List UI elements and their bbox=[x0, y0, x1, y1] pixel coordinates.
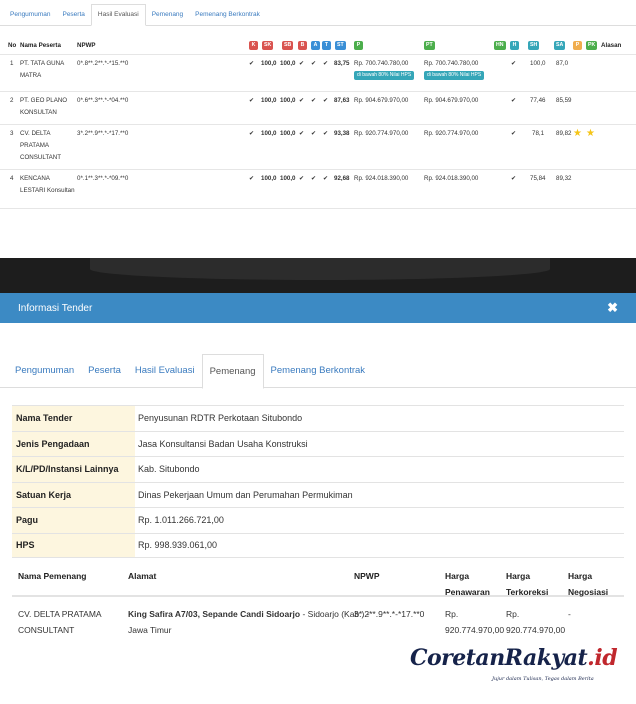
info-key: HPS bbox=[12, 534, 135, 558]
row-npwp: 3*.2**.9**.*-*17.**0 bbox=[77, 130, 129, 137]
header-badge-a: A bbox=[311, 41, 320, 50]
modal-tabs bbox=[0, 354, 636, 388]
info-value: Rp. 998.939.061,00 bbox=[138, 540, 218, 551]
row-no: 1 bbox=[10, 60, 14, 67]
winner-npwp: 3*.2**.9**.*-*17.**0 bbox=[354, 609, 425, 619]
check-icon: ✔ bbox=[249, 175, 255, 182]
check-icon: ✔ bbox=[311, 97, 317, 104]
row-terkoreksi: Rp. 904.679.970,00 bbox=[424, 97, 479, 104]
info-key: Nama Tender bbox=[12, 406, 135, 431]
row-nama: CV. DELTA PRATAMA CONSULTANT bbox=[20, 130, 62, 161]
header-badge-st: ST bbox=[337, 41, 344, 48]
check-icon: ✔ bbox=[323, 60, 329, 67]
row-terkoreksi: Rp. 920.774.970,00 bbox=[424, 130, 479, 137]
row-sh: 77,46 bbox=[530, 97, 546, 104]
info-value: Dinas Pekerjaan Umum dan Perumahan Permukiman bbox=[138, 489, 353, 500]
info-key: Pagu bbox=[12, 508, 135, 533]
tab-peserta[interactable]: Peserta bbox=[62, 11, 85, 18]
row-sk: 100,0 bbox=[261, 130, 277, 137]
check-icon: ✔ bbox=[511, 97, 517, 104]
header-badge-hn: HN bbox=[496, 41, 504, 48]
header-nama-pemenang: Nama Pemenang bbox=[18, 571, 87, 581]
info-value: Kab. Situbondo bbox=[138, 464, 200, 475]
star-icon: ★ bbox=[586, 128, 595, 139]
row-penawaran: Rp. 924.018.390,00 bbox=[354, 175, 409, 182]
row-sb: 100,0 bbox=[280, 130, 296, 137]
info-key: Satuan Kerja bbox=[12, 483, 135, 508]
info-row-hps bbox=[12, 533, 624, 559]
check-icon: ✔ bbox=[299, 130, 305, 137]
winner-nama: CV. DELTA PRATAMA CONSULTANT bbox=[18, 609, 102, 635]
header-badge-t: T bbox=[322, 41, 331, 50]
check-icon: ✔ bbox=[323, 97, 329, 104]
row-sb: 100,0 bbox=[280, 60, 296, 67]
winner-table-header bbox=[12, 561, 624, 597]
row-terkoreksi: Rp. 700.740.780,00 bbox=[424, 60, 479, 67]
tab-pengumuman[interactable]: Pengumuman bbox=[15, 365, 75, 376]
info-value: Penyusunan RDTR Perkotaan Situbondo bbox=[138, 413, 303, 424]
row-sh: 78,1 bbox=[532, 130, 545, 137]
header-badge-sa: SA bbox=[556, 41, 564, 48]
check-icon: ✔ bbox=[323, 130, 329, 137]
check-icon: ✔ bbox=[511, 175, 517, 182]
header-badge-pt: PT bbox=[426, 41, 433, 48]
row-pv: 87,0 bbox=[556, 60, 569, 67]
winner-harga-penawaran: Rp. 920.774.970,00 bbox=[445, 609, 505, 635]
row-sb: 100,0 bbox=[280, 97, 296, 104]
winner-table bbox=[12, 561, 624, 657]
check-icon: ✔ bbox=[511, 60, 517, 67]
modal-backdrop bbox=[0, 258, 636, 298]
watermark-tagline: Jujur dalam Tulisan, Tegas dalam Berita bbox=[492, 676, 594, 682]
check-icon: ✔ bbox=[249, 97, 255, 104]
tender-info-table bbox=[12, 405, 624, 558]
row-sk: 100,0 bbox=[261, 175, 277, 182]
row-sk: 100,0 bbox=[261, 60, 277, 67]
header-harga-negosiasi: Harga Negosiasi bbox=[568, 571, 609, 597]
star-icon: ★ bbox=[573, 128, 582, 139]
row-npwp: 0*.8**.2**.*-*15.**0 bbox=[77, 60, 129, 67]
table-row bbox=[0, 91, 636, 127]
row-pv: 85,59 bbox=[556, 97, 572, 104]
info-row-satuan-kerja bbox=[12, 482, 624, 508]
row-sa: 100,0 bbox=[530, 60, 546, 67]
evaluation-tabs bbox=[0, 0, 636, 26]
header-badge-p: P bbox=[354, 41, 363, 50]
row-penawaran: Rp. 904.679.970,00 bbox=[354, 97, 409, 104]
tab-pemenang[interactable]: Pemenang bbox=[202, 354, 264, 389]
winner-harga-terkoreksi: Rp. 920.774.970,00 bbox=[506, 609, 566, 635]
info-value: Jasa Konsultansi Badan Usaha Konstruksi bbox=[138, 438, 308, 449]
row-no: 3 bbox=[10, 130, 14, 137]
header-badge-sb: SB bbox=[284, 41, 292, 48]
table-row bbox=[0, 169, 636, 209]
info-row-nama-tender bbox=[12, 405, 624, 431]
header-alamat: Alamat bbox=[128, 571, 157, 581]
row-no: 2 bbox=[10, 97, 14, 104]
header-badge-h: H bbox=[510, 41, 519, 50]
row-npwp: 0*.6**.3**.*-*04.**0 bbox=[77, 97, 129, 104]
row-st: 83,75 bbox=[334, 60, 350, 67]
row-nama: KENCANA LESTARI Konsultan bbox=[20, 175, 75, 194]
check-icon: ✔ bbox=[249, 60, 255, 67]
row-st: 92,68 bbox=[334, 175, 350, 182]
row-nama: PT. TATA GUNA MATRA bbox=[20, 60, 64, 79]
table-row bbox=[0, 124, 636, 169]
row-npwp: 0*.1**.3**.*-*09.**0 bbox=[77, 175, 129, 182]
row-sk: 100,0 bbox=[261, 97, 277, 104]
header-badge-b: B bbox=[298, 41, 307, 50]
tab-hasil-evaluasi[interactable]: Hasil Evaluasi bbox=[91, 4, 146, 26]
modal-header bbox=[0, 293, 636, 323]
check-icon: ✔ bbox=[299, 60, 305, 67]
info-key: K/L/PD/Instansi Lainnya bbox=[12, 457, 135, 482]
evaluation-panel bbox=[0, 0, 636, 230]
header-nama-peserta: Nama Peserta bbox=[20, 41, 61, 49]
close-icon[interactable]: ✖ bbox=[607, 300, 618, 315]
winner-harga-negosiasi: - bbox=[568, 609, 571, 619]
info-key: Jenis Pengadaan bbox=[12, 432, 135, 457]
tender-info-modal bbox=[0, 293, 636, 704]
tab-pemenang-berkontrak[interactable]: Pemenang Berkontrak bbox=[195, 11, 260, 18]
row-st: 93,38 bbox=[334, 130, 350, 137]
watermark-logo: CoretanRakyat.id bbox=[410, 645, 618, 671]
tab-peserta[interactable]: Peserta bbox=[88, 365, 121, 376]
check-icon: ✔ bbox=[299, 97, 305, 104]
header-badge-p-orange: P bbox=[573, 41, 582, 50]
header-no: No bbox=[8, 41, 17, 49]
row-nama: PT. GEO PLANO KONSULTAN bbox=[20, 97, 68, 116]
header-npwp: NPWP bbox=[354, 571, 380, 581]
header-harga-penawaran: Harga Penawaran bbox=[445, 571, 490, 597]
row-no: 4 bbox=[10, 175, 14, 182]
check-icon: ✔ bbox=[311, 130, 317, 137]
modal-title: Informasi Tender bbox=[18, 302, 93, 314]
row-penawaran: Rp. 700.740.780,00 bbox=[354, 60, 409, 67]
header-harga-terkoreksi: Harga Terkoreksi bbox=[506, 571, 549, 597]
check-icon: ✔ bbox=[311, 175, 317, 182]
check-icon: ✔ bbox=[249, 130, 255, 137]
winner-alamat: King Safira A7/03, Sepande Candi Sidoarjo - Sidoarjo (Kab.) - Jawa Timur bbox=[128, 609, 370, 635]
check-icon: ✔ bbox=[323, 175, 329, 182]
info-value: Rp. 1.011.266.721,00 bbox=[138, 515, 224, 526]
tab-pemenang-berkontrak[interactable]: Pemenang Berkontrak bbox=[270, 365, 366, 376]
header-badge-pk: PK bbox=[588, 41, 596, 48]
info-row-instansi bbox=[12, 456, 624, 482]
coretanrakyat-watermark bbox=[410, 645, 620, 689]
header-badge-sh: SH bbox=[530, 41, 538, 48]
header-npwp: NPWP bbox=[77, 41, 96, 49]
check-icon: ✔ bbox=[299, 175, 305, 182]
backdrop-shade bbox=[90, 258, 550, 280]
row-pv: 89,82 bbox=[556, 130, 572, 137]
row-pv: 89,32 bbox=[556, 175, 572, 182]
row-sh: 75,84 bbox=[530, 175, 546, 182]
info-row-pagu bbox=[12, 507, 624, 533]
below-hps-badge: di bawah 80% Nilai HPS bbox=[354, 71, 414, 80]
header-badge-sk: SK bbox=[264, 41, 272, 48]
row-sb: 100,0 bbox=[280, 175, 296, 182]
header-badge-k: K bbox=[249, 41, 258, 50]
tab-pengumuman[interactable]: Pengumuman bbox=[10, 11, 51, 18]
row-penawaran: Rp. 920.774.970,00 bbox=[354, 130, 409, 137]
header-alasan: Alasan bbox=[601, 41, 622, 49]
table-row bbox=[0, 54, 636, 90]
tab-hasil-evaluasi[interactable]: Hasil Evaluasi bbox=[134, 365, 195, 376]
check-icon: ✔ bbox=[511, 130, 517, 137]
tab-pemenang[interactable]: Pemenang bbox=[151, 11, 184, 18]
check-icon: ✔ bbox=[311, 60, 317, 67]
row-st: 87,63 bbox=[334, 97, 350, 104]
below-hps-badge: di bawah 80% Nilai HPS bbox=[424, 71, 484, 80]
info-row-jenis-pengadaan bbox=[12, 431, 624, 457]
row-terkoreksi: Rp. 924.018.390,00 bbox=[424, 175, 479, 182]
